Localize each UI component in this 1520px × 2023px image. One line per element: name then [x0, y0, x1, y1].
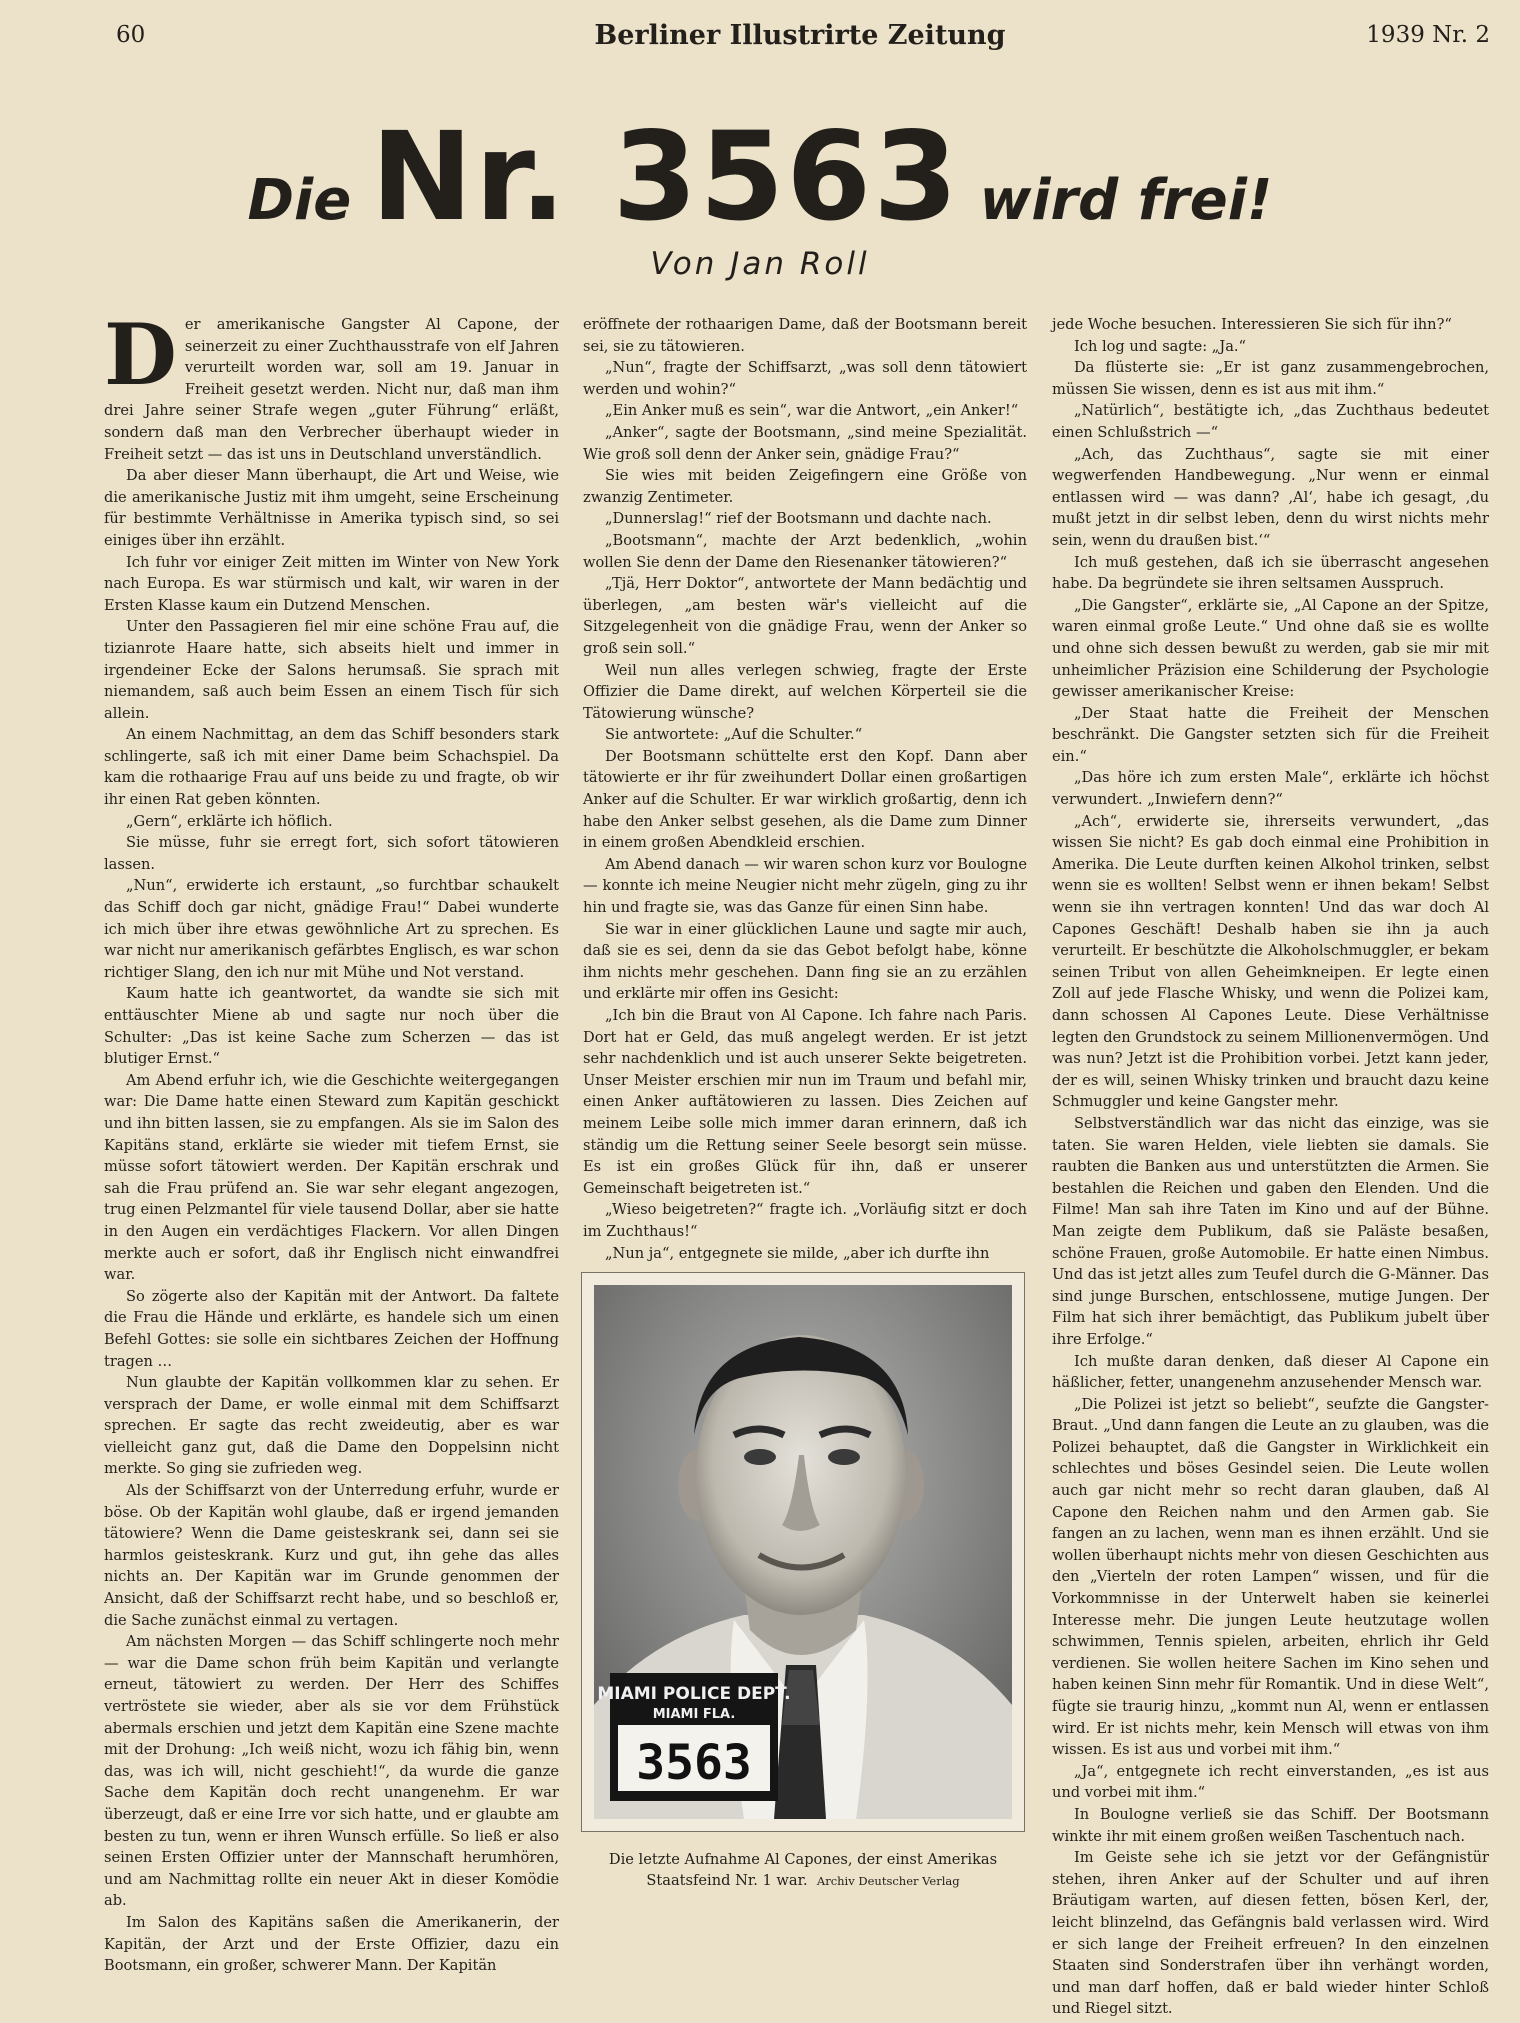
- article-column-3: [1052, 314, 1489, 2020]
- paragraph: Am Abend danach — wir waren schon kurz vor Boulogne — konnte ich meine Neugier nicht mehr zügeln, ging zu ihr hin und fragte sie, was das Ganze für einen Sinn habe.: [583, 855, 1027, 917]
- article-column-2: [583, 314, 1027, 1264]
- paragraph: Sie war in einer glücklichen Laune und sagte mir auch, daß sie es sei, denn da sie das Gebot befolgt habe, könne ihm nichts mehr geschehen. Dann fing sie an zu erzählen und erklärte mir offen ins Gesicht:: [583, 920, 1027, 1003]
- paragraph: „Tjä, Herr Doktor“, antwortete der Mann bedächtig und überlegen, „am besten wär's vielleicht auf die Sitzgelegenheit von die gnädige Frau, wenn der Anker so groß sein soll.“: [583, 575, 1027, 657]
- article-column-1: [104, 305, 559, 1977]
- paragraph: Kaum hatte ich geantwortet, da wandte sie sich mit enttäuschter Miene ab und sagte nur noch über die Schulter: „Das ist keine Sache zum Scherzen — das ist blutiger Ernst.“: [104, 985, 559, 1068]
- paragraph: jede Woche besuchen. Interessieren Sie sich für ihn?“: [1052, 316, 1452, 333]
- title-pre: Die: [247, 168, 352, 233]
- paragraph: „Nun ja“, entgegnete sie milde, „aber ich durfte ihn: [605, 1244, 990, 1262]
- byline: Von Jan Roll: [650, 246, 870, 282]
- paragraph: Im Salon des Kapitäns saßen die Amerikanerin, der Kapitän, der Arzt und der Erste Offizier, dazu ein Bootsmann, ein großer, schwerer Mann. Der Kapitän: [104, 1913, 559, 1975]
- paragraph: Ich fuhr vor einiger Zeit mitten im Winter von New York nach Europa. Es war stürmisch und kalt, wir waren in der Ersten Klasse kaum ein Dutzend Menschen.: [104, 553, 559, 614]
- paragraph: Am nächsten Morgen — das Schiff schlingerte noch mehr — war die Dame schon früh beim Kapitän und verlangte erneut, tätowiert zu werden. Der Herr des Schiffes vertröstete sie wieder, aber als sie vor dem Frühstück abermals erschien und jetzt dem Kapitän eine Szene machte mit der Drohung: „Ich weiß nicht, wozu ich fähig bin, wenn das, was ich will, nicht geschieht!“, da wurde die ganze Sache dem Kapitän doch recht unangenehm. Er war überzeugt, daß er eine Irre vor sich hatte, und er glaubte am besten zu tun, wenn er ihren Wunsch erfülle. So ließ er also seinen Ersten Offizier unter der Mannschaft herumhören, und am Nachmittag rollte ein neuer Akt in dieser Komödie ab.: [104, 1633, 559, 1910]
- placard-line-1: MIAMI POLICE DEPT.: [597, 1684, 791, 1704]
- paragraph: „Nun“, erwiderte ich erstaunt, „so furchtbar schaukelt das Schiff doch gar nicht, gnädige Frau!“ Dabei wunderte ich mich über ihre etwas gewöhnliche Art zu sprechen. Es war nicht nur amerikanisch gefärbtes Englisch, es war schon richtiger Slang, den ich nur mit Mühe und Not verstand.: [104, 877, 559, 981]
- paragraph: Da flüsterte sie: „Er ist ganz zusammengebrochen, müssen Sie wissen, denn es ist aus mit ihm.“: [1052, 359, 1489, 398]
- mugshot-illustration: [594, 1285, 1012, 1819]
- paragraph: Nun glaubte der Kapitän vollkommen klar zu sehen. Er versprach der Dame, er wolle einmal mit dem Schiffsarzt sprechen. Er sagte das recht zweideutig, aber es war vielleicht ganz gut, daß die Dame den Doppelsinn nicht merkte. So ging sie zufrieden weg.: [104, 1374, 559, 1478]
- paragraph: „Ach, das Zuchthaus“, sagte sie mit einer wegwerfenden Handbewegung. „Nur wenn er einmal entlassen wird — was dann? ‚Al‘, habe ich gesagt, ‚du mußt jetzt in dir selbst leben, denn du wirst nichts mehr sein, wenn du draußen bist.‘“: [1052, 445, 1489, 549]
- paragraph: Unter den Passagieren fiel mir eine schöne Frau auf, die tizianrote Haare hatte, sich abseits hielt und immer in irgendeiner Ecke der Salons herumsaß. Sie sprach mit niemandem, saß auch beim Essen an einem Tisch für sich allein.: [104, 618, 559, 722]
- paragraph: „Anker“, sagte der Bootsmann, „sind meine Spezialität. Wie groß soll denn der Anker sein, gnädige Frau?“: [583, 423, 1027, 463]
- article-title: [0, 106, 1520, 248]
- paragraph: Der amerikanische Gangster Al Capone, der seinerzeit zu einer Zuchthausstrafe von elf Jahren verurteilt worden war, soll am 19. Januar in Freiheit gesetzt werden. Nicht nur, daß man ihm drei Jahre seiner Strafe wegen „guter Führung“ erläßt, sondern daß man den Verbrecher überhaupt wieder in Freiheit setzt — das ist uns in Deutschland unverständlich.: [104, 305, 559, 463]
- title-main: Nr. 3563: [370, 106, 961, 248]
- photo-caption: [581, 1849, 1025, 1892]
- paragraph: eröffnete der rothaarigen Dame, daß der Bootsmann bereit sei, sie zu tätowieren.: [583, 316, 1027, 355]
- caption-line-1: Die letzte Aufnahme Al Capones, der einst Amerikas: [608, 1851, 998, 1868]
- caption-line-2: Staatsfeind Nr. 1 war. Archiv Deutscher Verlag: [646, 1872, 960, 1889]
- paragraph: „Ach“, erwiderte sie, ihrerseits verwundert, „das wissen Sie nicht? Es gab doch einmal eine Prohibition in Amerika. Die Leute durften keinen Alkohol trinken, selbst wenn sie es wollten! Selbst wenn er ihnen bekam! Selbst wenn sie ihn vertragen konnten! Und das war doch Al Capones Geschäft! Deshalb haben sie ihn ja auch verurteilt. Er beschützte die Alkoholschmuggler, er bekam seinen Tribut von allen Geheimkneipen. Er legte einen Zoll auf jede Flasche Whisky, und wenn die Polizei kam, dann schossen Al Capones Leute. Diese Verhältnisse legten den Grundstock zu seinem Millionenvermögen. Und was nun? Jetzt ist die Prohibition vorbei. Jetzt kann jeder, der es will, seinen Whisky trinken und braucht dazu keine Schmuggler und keine Gangster mehr.: [1052, 812, 1489, 1111]
- paragraph: „Ja“, entgegnete ich recht einverstanden, „es ist aus und vorbei mit ihm.“: [1052, 1762, 1489, 1802]
- paragraph: Im Geiste sehe ich sie jetzt vor der Gefängnistür stehen, ihren Anker auf der Schulter und auf ihren Bräutigam warten, auf diesen fetten, bösen Kerl, der, leicht blinzelnd, das Gefängnis bald verlassen wird. Wird er sich lange der Freiheit erfreuen? In den einzelnen Staaten sind Sonderstrafen über ihn verhängt worden, und man darf hoffen, daß er bald wieder hinter Schloß und Riegel sitzt.: [1052, 1849, 1489, 2018]
- placard-line-2: MIAMI FLA.: [652, 1707, 736, 1722]
- title-post: wird frei!: [979, 168, 1273, 233]
- paragraph: Ich log und sagte: „Ja.“: [1074, 337, 1246, 355]
- paragraph: „Nun“, fragte der Schiffsarzt, „was soll denn tätowiert werden und wohin?“: [583, 359, 1027, 398]
- paragraph: Ich muß gestehen, daß ich sie überrascht angesehen habe. Da begründete sie ihren seltsamen Ausspruch.: [1052, 553, 1489, 593]
- paragraph: „Gern“, erklärte ich höflich.: [126, 812, 333, 830]
- drop-cap: D: [104, 305, 177, 404]
- paragraph: „Ich bin die Braut von Al Capone. Ich fahre nach Paris. Dort hat er Geld, das muß angelegt werden. Er ist jetzt sehr nachdenklich und ist auch unserer Sekte beigetreten. Unser Meister erschien mir nun im Traum und befahl mir, einen Anker auftätowieren zu lassen. Dies Zeichen auf meinem Leibe solle mich immer daran erinnern, daß ich ständig um die Rettung seiner Seele besorgt sein müsse. Es ist ein großes Glück für ihn, daß er unserer Gemeinschaft beigetreten ist.“: [583, 1007, 1027, 1197]
- paragraph: Der Bootsmann schüttelte erst den Kopf. Dann aber tätowierte er ihr für zweihundert Dollar einen großartigen Anker auf die Schulter. Er war wirklich großartig, denn ich habe den Anker selbst gesehen, als die Dame zum Dinner in einem großen Abendkleid erschien.: [583, 747, 1027, 852]
- paragraph: „Der Staat hatte die Freiheit der Menschen beschränkt. Die Gangster setzten sich für die Freiheit ein.“: [1052, 704, 1489, 765]
- paragraph: So zögerte also der Kapitän mit der Antwort. Da faltete die Frau die Hände und erklärte, es handele sich um einen Befehl Gottes: sie solle ein sichtbares Zeichen der Hoffnung tragen …: [104, 1287, 559, 1370]
- paragraph: „Die Gangster“, erklärte sie, „Al Capone an der Spitze, waren einmal große Leute.“ Und ohne daß sie es wollte und ohne sich dessen bewußt zu werden, gab sie mir mit unheimlicher Präzision eine Schilderung der Psychologie gewisser amerikanischer Kreise:: [1052, 596, 1489, 701]
- paragraph: „Bootsmann“, machte der Arzt bedenklich, „wohin wollen Sie denn der Dame den Riesenanker tätowieren?“: [583, 531, 1027, 571]
- paragraph: An einem Nachmittag, an dem das Schiff besonders stark schlingerte, saß ich mit einer Dame beim Schachspiel. Da kam die rothaarige Frau auf uns beide zu und fragte, ob wir ihr einen Rat geben könnten.: [104, 726, 559, 809]
- paragraph: Ich mußte daran denken, daß dieser Al Capone ein häßlicher, fetter, unangenehm anzusehender Mensch war.: [1052, 1352, 1489, 1392]
- paragraph: Sie müsse, fuhr sie erregt fort, sich sofort tätowieren lassen.: [104, 834, 559, 873]
- placard-number: 3563: [636, 1735, 752, 1791]
- paragraph: „Natürlich“, bestätigte ich, „das Zuchthaus bedeutet einen Schlußstrich —“: [1052, 402, 1489, 441]
- running-header: [110, 22, 1490, 62]
- paragraph: „Die Polizei ist jetzt so beliebt“, seufzte die Gangster-Braut. „Und dann fangen die Leute an zu glauben, was die Polizei behauptet, daß die Gangster in Wirklichkeit ein schlechtes und böses Gesindel seien. Die Leute wollen auch gar nicht mehr so recht daran glauben, daß Al Capone den Reichen nahm und den Armen gab. Sie fangen an zu lachen, wenn man es ihnen erzählt. Und sie wollen überhaupt nichts mehr von diesen Geschichten aus den „Vierteln der roten Lampen“ wissen, und für die Vorkommnisse in der Unterwelt haben sie keinerlei Interesse mehr. Die jungen Leute heutzutage wollen schwimmen, Tennis spielen, arbeiten, ehrlich ihr Geld verdienen. Sie wollen heitere Sachen im Kino sehen und haben keinen Sinn mehr für Romantik. Und in diese Welt“, fügte sie traurig hinzu, „kommt nun Al, wenn er entlassen wird. Er ist nichts mehr, kein Mensch will etwas von ihm wissen. Es ist aus und vorbei mit ihm.“: [1052, 1395, 1489, 1759]
- paragraph: „Das höre ich zum ersten Male“, erklärte ich höchst verwundert. „Inwiefern denn?“: [1052, 769, 1489, 809]
- paragraph: Am Abend erfuhr ich, wie die Geschichte weitergegangen war: Die Dame hatte einen Steward zum Kapitän geschickt und ihn bitten lassen, sie zu empfangen. Als sie im Salon des Kapitäns stand, erklärte sie wieder mit tiefem Ernst, sie müsse sofort tätowiert werden. Der Kapitän erschrak und sah die Frau prüfend an. Sie war sehr elegant angezogen, trug einen Pelzmantel für viele tausend Dollar, aber sie hatte in den Augen ein verdächtiges Flackern. Vor allen Dingen merkte auch er sofort, daß ihr Englisch nicht einwandfrei war.: [104, 1071, 559, 1284]
- magazine-name: Berliner Illustrirte Zeitung: [594, 20, 1006, 51]
- paragraph: Sie antwortete: „Auf die Schulter.“: [605, 726, 863, 744]
- paragraph: Selbstverständlich war das nicht das einzige, was sie taten. Sie waren Helden, viele liebten sie damals. Sie raubten die Banken aus und unterstützten die Armen. Sie bestahlen die Reichen und gaben den Elenden. Und die Filme! Man sah ihre Taten im Kino und auf der Bühne. Man zeigte dem Publikum, daß sie Paläste besaßen, schöne Frauen, große Automobile. Er hatte einen Nimbus. Und das ist jetzt alles zum Teufel durch die G-Männer. Das sind junge Burschen, entschlossene, mutige Jungen. Der Film hat sich ihrer bemächtigt, das Publikum jubelt über ihre Erfolge.“: [1052, 1114, 1489, 1348]
- photo-credit: Archiv Deutscher Verlag: [816, 1874, 960, 1888]
- paragraph: In Boulogne verließ sie das Schiff. Der Bootsmann winkte ihr mit einem großen weißen Taschentuch nach.: [1052, 1805, 1489, 1845]
- paragraph: Da aber dieser Mann überhaupt, die Art und Weise, wie die amerikanische Justiz mit ihm umgeht, seine Erscheinung für bestimmte Verhältnisse in Amerika typisch sind, so sei einiges über ihn erzählt.: [104, 467, 559, 549]
- paragraph: Sie wies mit beiden Zeigefingern eine Größe von zwanzig Zentimeter.: [583, 467, 1027, 506]
- photo-frame: [581, 1272, 1025, 1832]
- mugshot-photo: [594, 1285, 1012, 1819]
- issue-info: 1939 Nr. 2: [1366, 22, 1490, 48]
- paragraph: „Wieso beigetreten?“ fragte ich. „Vorläufig sitzt er doch im Zuchthaus!“: [583, 1201, 1027, 1240]
- paragraph: „Ein Anker muß es sein“, war die Antwort, „ein Anker!“: [605, 402, 1019, 420]
- paragraph: Als der Schiffsarzt von der Unterredung erfuhr, wurde er böse. Ob der Kapitän wohl glaube, daß er irgend jemanden tätowiere? Wenn die Dame geisteskrank sei, dann sei sie harmlos geisteskrank. Kurz und gut, ihn gehe das alles nichts an. Der Kapitän war im Grunde genommen der Ansicht, daß der Schiffsarzt recht habe, und so beschloß er, die Sache zunächst einmal zu vertagen.: [104, 1482, 559, 1629]
- paragraph: Weil nun alles verlegen schwieg, fragte der Erste Offizier die Dame direkt, auf welchen Körperteil sie die Tätowierung wünsche?: [583, 661, 1027, 722]
- paragraph: „Dunnerslag!“ rief der Bootsmann und dachte nach.: [605, 510, 992, 528]
- page-number: 60: [116, 22, 146, 48]
